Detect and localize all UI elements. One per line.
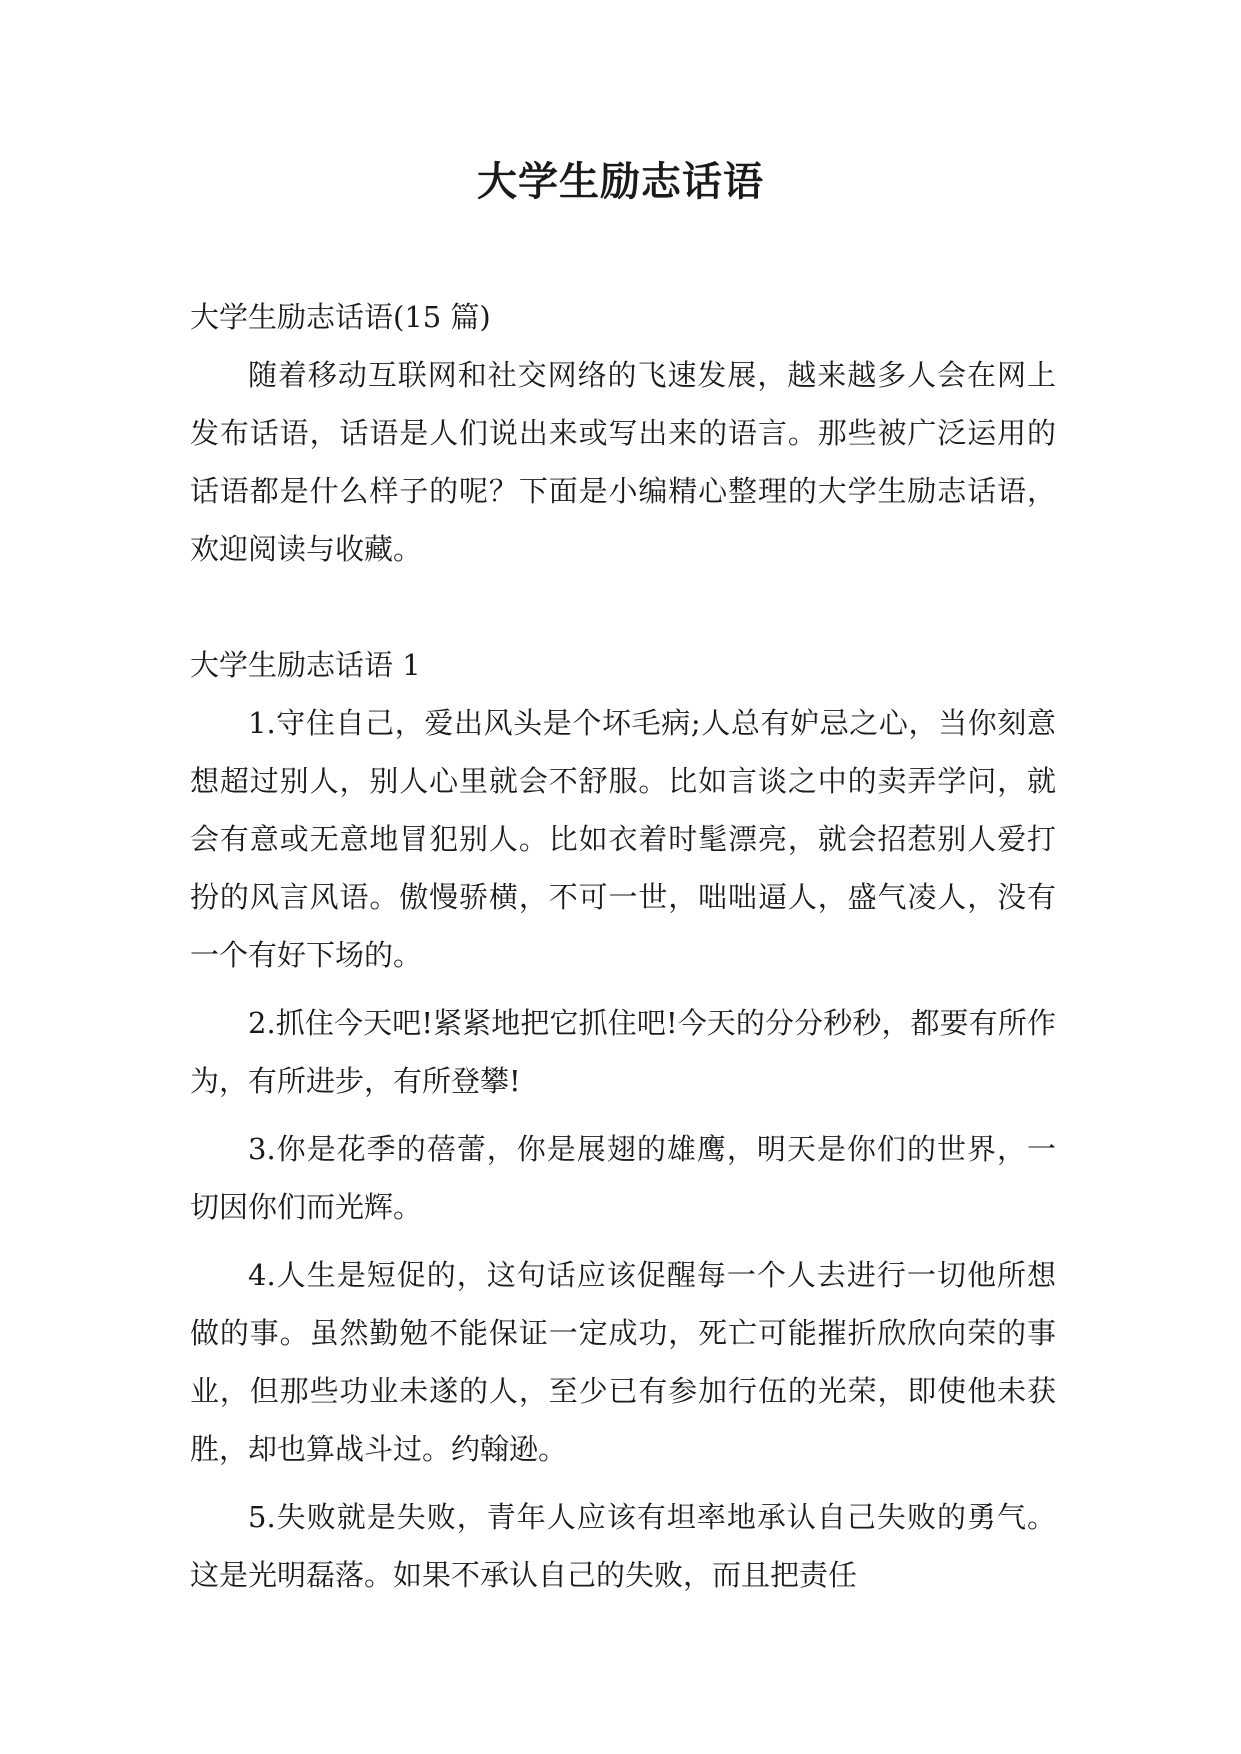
document-body xyxy=(190,288,1056,1604)
section-heading: 大学生励志话语 1 xyxy=(190,648,421,682)
quote-item-3: 3.你是花季的蓓蕾，你是展翅的雄鹰，明天是你们的世界，一切因你们而光辉。 xyxy=(190,1132,1056,1224)
quote-item-1: 1.守住自己，爱出风头是个坏毛病;人总有妒忌之心，当你刻意想超过别人，别人心里就会不舒服。比如言谈之中的卖弄学问，就会有意或无意地冒犯别人。比如衣着时髦漂亮，就会招惹别人爱打扮的风言风语。傲慢骄横，不可一世，咄咄逼人，盛气凌人，没有一个有好下场的。 xyxy=(190,706,1056,972)
intro-paragraph: 随着移动互联网和社交网络的飞速发展，越来越多人会在网上发布话语，话语是人们说出来或写出来的语言。那些被广泛运用的话语都是什么样子的呢？下面是小编精心整理的大学生励志话语，欢迎阅读与收藏。 xyxy=(190,358,1056,566)
document-subtitle: 大学生励志话语(15 篇) xyxy=(190,300,491,334)
quote-item-5: 5.失败就是失败，青年人应该有坦率地承认自己失败的勇气。这是光明磊落。如果不承认自己的失败，而且把责任 xyxy=(190,1500,1056,1592)
quote-item-4: 4.人生是短促的，这句话应该促醒每一个人去进行一切他所想做的事。虽然勤勉不能保证一定成功，死亡可能摧折欣欣向荣的事业，但那些功业未遂的人，至少已有参加行伍的光荣，即使他未获胜，却也算战斗过。约翰逊。 xyxy=(190,1258,1056,1466)
quote-item-2: 2.抓住今天吧!紧紧地把它抓住吧!今天的分分秒秒，都要有所作为，有所进步，有所登攀! xyxy=(190,1006,1056,1098)
document-title: 大学生励志话语 xyxy=(477,159,764,205)
